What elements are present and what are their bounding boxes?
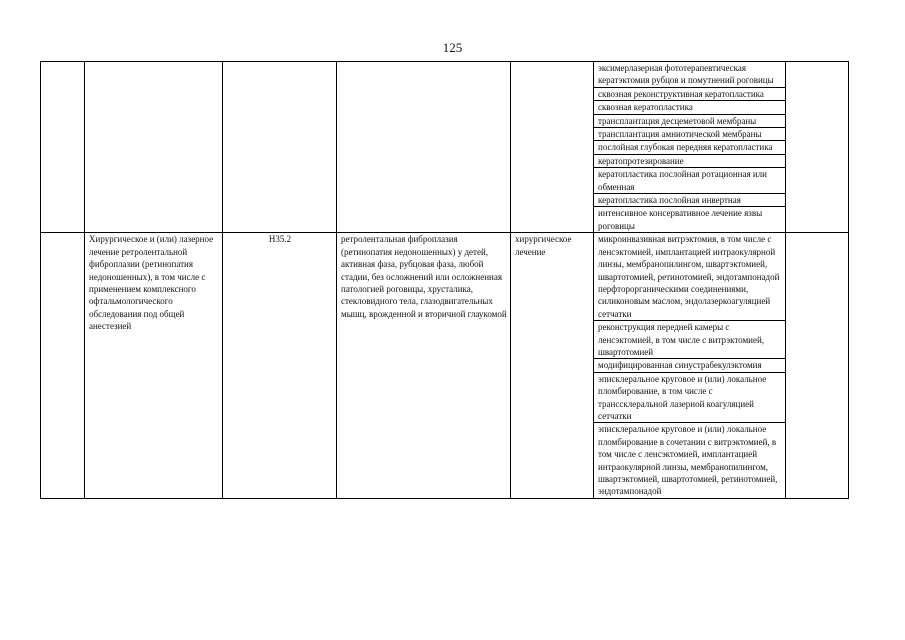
method-item: эписклеральное круговое и (или) локальное пломбирование в сочетании с витрэктомией, в том числе с ленсэктомией, имплантацией интраокулярной линзы, мембранопилингом, швартэктомией, швартотомией, ретинотомией, эндотампонадой bbox=[598, 424, 778, 497]
code-cell bbox=[223, 62, 337, 233]
treatment-type-cell: хирургическое лечение bbox=[511, 233, 594, 499]
methods-list bbox=[594, 62, 785, 232]
method-item: кератопластика послойная инвертная bbox=[594, 194, 785, 207]
profile-cell: Хирургическое и (или) лазерное лечение ретролентальной фиброплазии (ретинопатия недоношенных), в том числе с применением комплексного офтальмологического обследования под общей анестезией bbox=[85, 233, 223, 499]
norm-cell bbox=[786, 62, 849, 233]
model-cell: ретролентальная фиброплазия (ретинопатия недоношенных) у детей, активная фаза, рубцовая фаза, любой стадии, без осложнений или осложненная патологией роговицы, хрусталика, стекловидного тела, глазодвигательных мышц, врожденной и вторичной глаукомой bbox=[337, 233, 511, 499]
model-cell bbox=[337, 62, 511, 233]
method-item: сквозная реконструктивная кератопластика bbox=[594, 87, 785, 100]
method-item: послойная глубокая передняя кератопластика bbox=[594, 141, 785, 154]
method-item: кератопротезирование bbox=[594, 154, 785, 167]
code-cell: H35.2 bbox=[223, 233, 337, 499]
method-item: интенсивное консервативное лечение язвы роговицы bbox=[598, 208, 763, 231]
method-item: модифицированная синустрабекулэктомия bbox=[594, 359, 785, 372]
methods-list bbox=[594, 233, 785, 498]
method-item: кератопластика послойная ротационная или обменная bbox=[594, 168, 785, 194]
method-item: трансплантация десцеметовой мембраны bbox=[594, 114, 785, 127]
methods-cell bbox=[594, 62, 786, 233]
method-item: сквозная кератопластика bbox=[594, 101, 785, 114]
table-row bbox=[41, 233, 849, 499]
method-item: эксимерлазерная фототерапевтическая кератэктомия рубцов и помутнений роговицы bbox=[594, 62, 785, 87]
method-item: трансплантация амниотической мембраны bbox=[594, 128, 785, 141]
row-index-cell bbox=[41, 62, 85, 233]
page-number: 125 bbox=[442, 40, 463, 55]
profile-cell bbox=[85, 62, 223, 233]
method-item: эписклеральное круговое и (или) локальное пломбирование, в том числе с транссклеральной лазерной коагуляцией сетчатки bbox=[594, 372, 785, 423]
method-item: микроинвазивная витрэктомия, в том числе с ленсэктомией, имплантацией интраокулярной линзы, мембранопилингом, швартэктомией, швартотомией, ретинотомией, эндотампонадой перфторорганическими соединениями, силиконовым маслом, эндолазеркоагуляцией сетчатки bbox=[594, 233, 785, 320]
methods-cell bbox=[594, 233, 786, 499]
table-row bbox=[41, 62, 849, 233]
method-item: реконструкция передней камеры с ленсэктомией, в том числе с витрэктомией, швартотомией bbox=[594, 321, 785, 359]
norm-cell bbox=[786, 233, 849, 499]
row-index-cell bbox=[41, 233, 85, 499]
treatment-type-cell bbox=[511, 62, 594, 233]
procedures-table bbox=[40, 61, 849, 499]
